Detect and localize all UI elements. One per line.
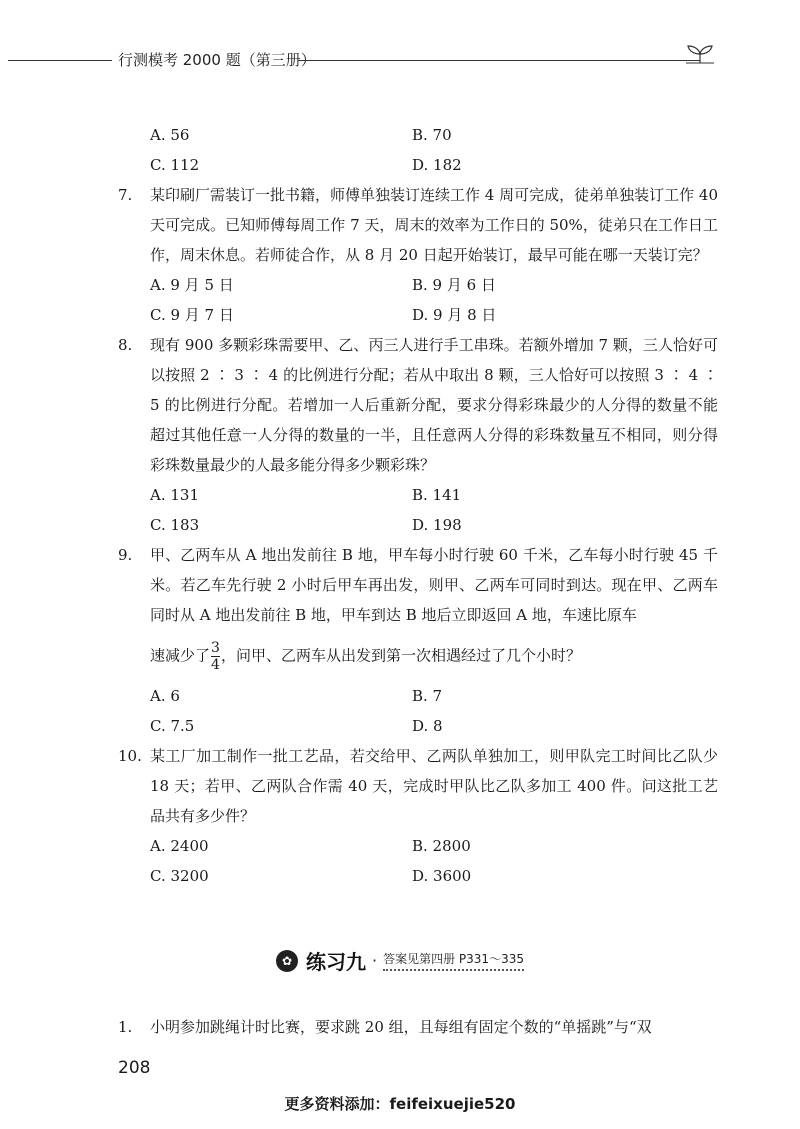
option-c: C. 7.5 (150, 717, 195, 735)
page-content (118, 120, 718, 891)
option-c: C. 112 (150, 156, 200, 174)
running-header (0, 44, 800, 74)
q8-options-row-2 (118, 510, 718, 540)
q7-options-row-2 (118, 300, 718, 330)
option-a: A. 131 (150, 486, 199, 504)
question-number: 9. (118, 546, 133, 564)
option-d: D. 198 (412, 516, 462, 534)
fraction-denominator: 4 (211, 657, 220, 673)
text-after-fraction: ，问甲、乙两车从出发到第一次相遇经过了几个小时？ (220, 646, 581, 665)
option-c: C. 3200 (150, 867, 209, 885)
footer-note: 更多资料添加：feifeixuejie520 (284, 1095, 516, 1113)
question-number: 8. (118, 336, 133, 354)
q10-options-row-2 (118, 861, 718, 891)
option-b: B. 141 (412, 486, 462, 504)
question-10 (118, 741, 718, 831)
question-text: 甲、乙两车从 A 地出发前往 B 地，甲车每小时行驶 60 千米，乙车每小时行驶 45 千米。若乙车先行驶 2 小时后甲车再出发，则甲、乙两车可同时到达。现在甲、乙两车同时从 A 地出发前往 B 地，甲车到达 B 地后立即返回 A 地，车速比原车 (150, 546, 718, 624)
sprout-icon (686, 44, 714, 64)
option-a: A. 2400 (150, 837, 209, 855)
exercise-question-1 (118, 1012, 750, 1042)
q10-options-row-1 (118, 831, 718, 861)
section-title: 练习九 (306, 950, 367, 974)
q9-options-row-2 (118, 711, 718, 741)
section-heading-inner (276, 946, 524, 975)
option-d: D. 9 月 8 日 (412, 306, 497, 324)
option-a: A. 9 月 5 日 (150, 276, 234, 294)
header-title: 行测模考 2000 题（第三册） (118, 51, 316, 69)
q7-options-row-1 (118, 270, 718, 300)
answer-reference: 答案见第四册 P331～335 (383, 950, 524, 971)
option-d: D. 182 (412, 156, 462, 174)
question-number: 7. (118, 186, 133, 204)
option-b: B. 70 (412, 126, 452, 144)
question-number: 10. (118, 747, 142, 765)
section-badge-icon: ✿ (276, 950, 298, 972)
question-text: 现有 900 多颗彩珠需要甲、乙、丙三人进行手工串珠。若额外增加 7 颗，三人恰好可以按照 2 ∶ 3 ∶ 4 的比例进行分配；若从中取出 8 颗，三人恰好可以按照 3 ∶ 4 ∶ 5 的比例进行分配。若增加一人后重新分配，要求分得彩珠最少的人分得的数量不能超过其他任意一人分得的数量的一半，且任意两人分得的彩珠数量互不相同，则分得彩珠数量最少的人最多能分得多少颗彩珠？ (150, 336, 718, 474)
q8-options-row-1 (118, 480, 718, 510)
header-rule-left (8, 60, 112, 61)
option-d: D. 3600 (412, 867, 472, 885)
question-9 (118, 540, 718, 673)
question-text: 某印刷厂需装订一批书籍，师傅单独装订连续工作 4 周可完成，徒弟单独装订工作 40 天可完成。已知师傅每周工作 7 天，周末的效率为工作日的 50%，徒弟只在工作日工作，周末休息。若师徒合作，从 8 月 20 日起开始装订，最早可能在哪一天装订完？ (150, 186, 718, 264)
q6-options-row-1 (118, 120, 718, 150)
header-rule-right (298, 60, 700, 61)
fraction-numerator: 3 (211, 640, 220, 656)
option-b: B. 2800 (412, 837, 471, 855)
option-c: C. 9 月 7 日 (150, 306, 234, 324)
option-d: D. 8 (412, 717, 443, 735)
option-a: A. 56 (150, 126, 190, 144)
section-separator: · (372, 951, 378, 970)
question-7 (118, 180, 718, 270)
question-text: 小明参加跳绳计时比赛，要求跳 20 组，且每组有固定个数的“单摇跳”与“双 (150, 1018, 652, 1036)
q9-options-row-1 (118, 681, 718, 711)
option-a: A. 6 (150, 687, 180, 705)
q6-options-row-2 (118, 150, 718, 180)
option-b: B. 7 (412, 687, 443, 705)
section-heading (0, 946, 800, 975)
question-text-fraction-line (150, 640, 718, 673)
question-8 (118, 330, 718, 480)
text-before-fraction: 速减少了 (150, 646, 211, 665)
option-c: C. 183 (150, 516, 200, 534)
question-number: 1. (118, 1018, 133, 1036)
fraction (211, 640, 220, 673)
page-number: 208 (118, 1058, 151, 1078)
option-b: B. 9 月 6 日 (412, 276, 496, 294)
question-text: 某工厂加工制作一批工艺品，若交给甲、乙两队单独加工，则甲队完工时间比乙队少 18 天；若甲、乙两队合作需 40 天，完成时甲队比乙队多加工 400 件。问这批工艺品共有多少件？ (150, 747, 718, 825)
